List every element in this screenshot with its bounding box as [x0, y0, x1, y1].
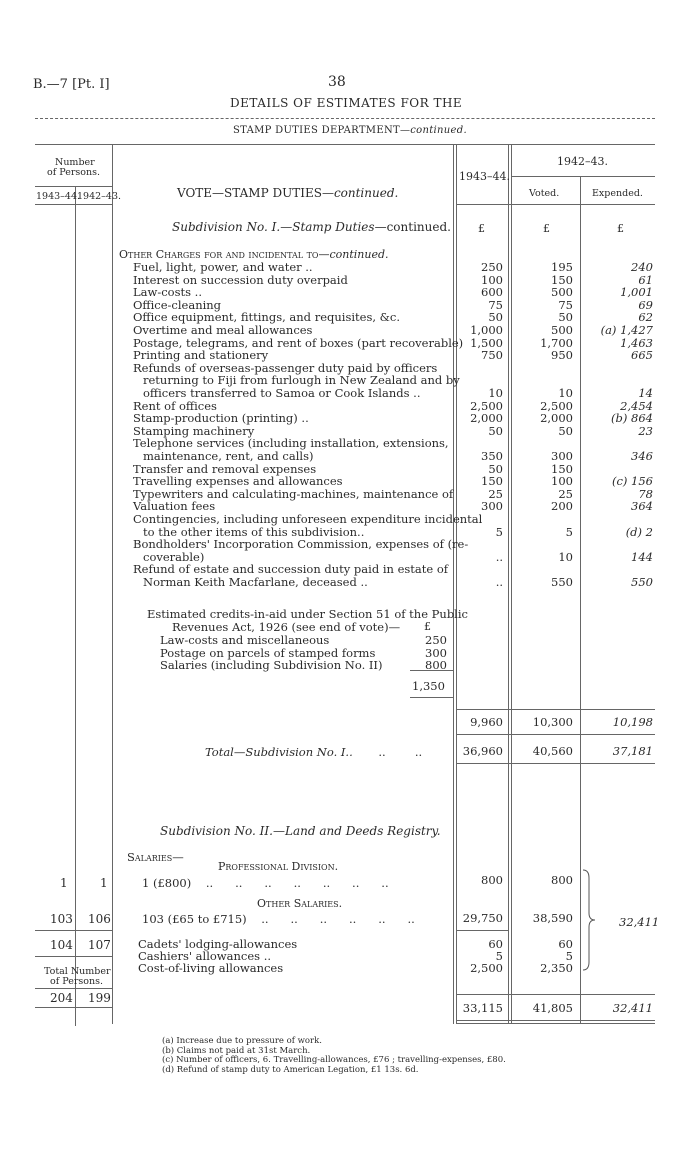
- persons-1942: 106: [88, 912, 111, 926]
- charge-expended: 2,454: [620, 398, 653, 413]
- rule: [35, 956, 112, 957]
- of-persons-heading: of Persons.: [47, 167, 100, 178]
- persons-1943: 1: [60, 876, 68, 890]
- charge-voted: 500: [551, 323, 573, 337]
- charge-1943: 25: [488, 486, 503, 501]
- rule: [410, 697, 453, 698]
- allowance-label: Cashiers' allowances ..: [138, 949, 272, 963]
- allowance-1943: 5: [495, 949, 503, 963]
- charge-voted: 5: [565, 524, 573, 539]
- charge-voted: 10: [558, 386, 573, 400]
- pound-sign: £: [543, 222, 550, 235]
- charge-1943: 50: [488, 310, 503, 325]
- charge-label: Stamp-production (printing) ..: [133, 411, 309, 426]
- brace: [581, 868, 597, 973]
- charge-expended: 144: [631, 549, 653, 564]
- charge-label: Contingencies, including unforeseen expenditure incidental: [133, 512, 483, 526]
- other-salaries-voted: 38,590: [532, 911, 573, 925]
- charge-voted: 550: [551, 575, 573, 589]
- subdivision-1-title: Subdivision No. I.—Stamp Duties: [172, 220, 375, 234]
- total-subdivision-1-label: [205, 745, 422, 759]
- rule: [456, 930, 508, 931]
- charge-1943: 75: [488, 297, 503, 312]
- year-1943-heading: 1943–44.: [459, 170, 510, 183]
- combined-expended: 32,411: [619, 915, 660, 929]
- allowance-1943: 60: [488, 937, 503, 951]
- salary-grade: 1 (£800): [142, 876, 192, 890]
- charge-1943: 300: [481, 499, 503, 514]
- charge-1943: 100: [481, 272, 503, 287]
- charge-label: Interest on succession duty overpaid: [133, 272, 348, 287]
- charge-1943: 150: [481, 474, 503, 489]
- subdivision-1-heading: [172, 220, 451, 234]
- vote-heading: [177, 186, 398, 200]
- allowance-voted: 2,350: [540, 961, 573, 975]
- charge-label: Printing and stationery: [133, 348, 269, 363]
- department-suffix: —continued.: [399, 125, 467, 136]
- charge-voted: 195: [551, 260, 573, 274]
- total-of-persons-label: of Persons.: [50, 976, 103, 987]
- salaries-heading: Salaries—: [127, 850, 184, 864]
- total-1943: 36,960: [462, 744, 503, 758]
- rule: [35, 930, 112, 931]
- rule: [456, 994, 655, 995]
- charge-expended: 1,001: [620, 285, 653, 300]
- column-rule: [112, 144, 113, 1024]
- subdivision-2-heading: Subdivision No. II.—Land and Deeds Registry.: [160, 824, 441, 838]
- charge-expended: 346: [631, 449, 653, 463]
- charge-voted: 100: [551, 474, 573, 489]
- pound-sign: £: [617, 222, 624, 235]
- total-persons-1942: 199: [88, 991, 111, 1005]
- rule: [456, 709, 655, 710]
- subdivision-1-suffix: —continued.: [374, 220, 451, 234]
- charge-label: Travelling expenses and allowances: [133, 474, 343, 489]
- charge-label: Transfer and removal expenses: [133, 461, 317, 476]
- salary-grade: 103 (£65 to £715): [142, 912, 247, 926]
- credits-title-line-2: Revenues Act, 1926 (see end of vote)—: [172, 620, 401, 634]
- credit-value: 250: [425, 633, 447, 647]
- charge-expended: (b) 864: [611, 411, 653, 426]
- rule: [410, 670, 453, 671]
- charge-row: [133, 576, 445, 589]
- charge-label: Office-cleaning: [133, 297, 222, 312]
- credit-label: Salaries (including Subdivision No. II): [160, 658, 383, 672]
- charge-1943: 50: [488, 461, 503, 476]
- total-expended: 37,181: [612, 744, 653, 758]
- subtotal-voted: 10,300: [532, 715, 573, 729]
- charge-1943: 750: [481, 348, 503, 363]
- persons-year-2: 1942–43.: [77, 191, 122, 202]
- charge-voted: 2,000: [540, 411, 573, 426]
- charge-1943: 50: [488, 423, 503, 438]
- rule: [35, 988, 112, 989]
- total-voted: 40,560: [532, 744, 573, 758]
- other-charges-title: Other Charges for and incidental to: [119, 248, 319, 261]
- leader-dots: .. .. .. .. .. .. ..: [191, 876, 389, 890]
- allowance-1943: 2,500: [470, 961, 503, 975]
- charge-label: Bondholders' Incorporation Commission, expenses of (re-: [133, 537, 469, 552]
- vote-suffix: —continued.: [321, 186, 399, 200]
- allowance-label: Cost-of-living allowances: [138, 961, 284, 975]
- charge-expended: 23: [638, 423, 653, 438]
- rule: [35, 204, 112, 205]
- charge-1943: 2,000: [470, 411, 503, 426]
- charge-1943: ..: [495, 549, 503, 564]
- persons-year-1: 1943–44.: [36, 191, 81, 202]
- professional-1943: 800: [481, 873, 503, 887]
- footnote: (d) Refund of stamp duty to American Legation, £1 13s. 6d.: [162, 1064, 419, 1075]
- voted-heading: Voted.: [529, 188, 560, 199]
- subtotal-expended: 10,198: [612, 715, 653, 729]
- other-charges-suffix: —continued.: [318, 248, 389, 261]
- charge-1943: 250: [481, 260, 503, 274]
- footnote: (b) Claims not paid at 31st March.: [162, 1045, 311, 1056]
- charge-label: officers transferred to Samoa or Cook Islands ..: [143, 386, 421, 400]
- charge-label: Rent of offices: [133, 398, 217, 413]
- charge-expended: 364: [631, 499, 653, 514]
- subtotal-1943: 9,960: [470, 715, 503, 729]
- leader-dots: .. ..: [352, 745, 423, 759]
- charge-expended: 665: [631, 348, 653, 363]
- leader-dots: .. .. .. .. .. ..: [246, 912, 415, 926]
- professional-voted: 800: [551, 873, 573, 887]
- rule: [456, 1023, 655, 1024]
- charge-label: Refunds of overseas-passenger duty paid by officers: [133, 360, 438, 375]
- other-salaries-heading: Other Salaries.: [257, 897, 343, 910]
- charge-label: Valuation fees: [133, 499, 216, 514]
- department-name: STAMP DUTIES DEPARTMENT: [233, 125, 400, 136]
- pound-sign: £: [478, 222, 485, 235]
- charge-expended: (d) 2: [625, 524, 653, 539]
- credits-title-line-1: Estimated credits-in-aid under Section 51 of the Public: [147, 607, 468, 621]
- persons-subtotal-1942: 107: [88, 938, 111, 952]
- year-1942-heading: 1942–43.: [557, 155, 608, 168]
- charge-label: maintenance, rent, and calls): [143, 449, 314, 463]
- professional-division-heading: Professional Division.: [218, 860, 339, 873]
- credit-value: 300: [425, 645, 447, 660]
- charge-label: coverable): [143, 549, 205, 564]
- rule: [456, 734, 655, 735]
- allowance-label: Cadets' lodging-allowances: [138, 937, 298, 951]
- charge-label: to the other items of this subdivision..: [143, 524, 365, 539]
- column-rule: [75, 186, 76, 1026]
- rule: [456, 763, 655, 764]
- persons-1942: 1: [100, 876, 108, 890]
- page-title: DETAILS OF ESTIMATES FOR THE: [230, 96, 463, 110]
- sub2-total-expended: 32,411: [612, 1001, 653, 1015]
- rule: [35, 118, 655, 119]
- credit-label: Postage on parcels of stamped forms: [160, 645, 376, 660]
- charge-1943: 5: [495, 524, 503, 539]
- column-rule: [508, 144, 509, 1024]
- charge-voted: 1,700: [540, 335, 573, 350]
- charge-label: returning to Fiji from furlough in New Zealand and by: [143, 373, 460, 388]
- allowance-voted: 60: [558, 937, 573, 951]
- column-rule: [511, 144, 512, 1024]
- charge-voted: 150: [551, 461, 573, 476]
- other-salaries-1943: 29,750: [462, 911, 503, 925]
- charge-voted: 300: [551, 449, 573, 463]
- footnote: (a) Increase due to pressure of work.: [162, 1036, 322, 1046]
- charge-label: Postage, telegrams, and rent of boxes (part recoverable): [133, 335, 464, 350]
- header-bottom-rule: [456, 204, 655, 205]
- charge-expended: 61: [638, 272, 653, 287]
- charge-label: Office equipment, fittings, and requisites, &c.: [133, 310, 400, 325]
- charge-label: Fuel, light, power, and water ..: [133, 260, 313, 274]
- charge-voted: 50: [558, 310, 573, 325]
- vote-title: VOTE—STAMP DUTIES: [177, 186, 322, 200]
- charge-voted: 50: [558, 423, 573, 438]
- charge-label: Norman Keith Macfarlane, deceased ..: [143, 575, 368, 589]
- credit-value: 800: [425, 658, 447, 672]
- page-reference: B.—7 [Pt. I]: [33, 77, 110, 92]
- charge-expended: 1,463: [620, 335, 653, 350]
- charge-expended: 62: [638, 310, 653, 325]
- credit-label: Law-costs and miscellaneous: [160, 633, 330, 647]
- other-salary-label: [142, 912, 415, 926]
- total-persons-1943: 204: [50, 991, 73, 1005]
- credits-total: 1,350: [412, 679, 445, 693]
- sub2-total-1943: 33,115: [462, 1001, 503, 1015]
- charge-1943: 1,500: [470, 335, 503, 350]
- table-top-rule: [35, 144, 655, 145]
- persons-1943: 103: [50, 912, 73, 926]
- charge-voted: 25: [558, 486, 573, 501]
- charge-1943: 10: [488, 386, 503, 400]
- charge-voted: 2,500: [540, 398, 573, 413]
- charge-voted: 75: [558, 297, 573, 312]
- expended-heading: Expended.: [592, 188, 643, 199]
- page-number: 38: [328, 74, 346, 90]
- charge-expended: 78: [638, 486, 653, 501]
- charge-1943: 1,000: [470, 323, 503, 337]
- total-number-label: Total Number: [44, 966, 111, 977]
- charge-expended: (a) 1,427: [600, 323, 653, 337]
- rule: [35, 186, 112, 187]
- rule: [35, 1007, 112, 1008]
- charge-voted: 10: [558, 549, 573, 564]
- charge-1943: ..: [495, 575, 503, 589]
- allowance-voted: 5: [565, 949, 573, 963]
- charge-label: Law-costs ..: [133, 285, 202, 300]
- charge-voted: 200: [551, 499, 573, 514]
- charge-1943: 350: [481, 449, 503, 463]
- charge-voted: 150: [551, 272, 573, 287]
- total-label: Total—Subdivision No. I..: [205, 745, 353, 759]
- sub2-total-voted: 41,805: [532, 1001, 573, 1015]
- charge-1943: 600: [481, 285, 503, 300]
- persons-subtotal-1943: 104: [50, 938, 73, 952]
- professional-salary-label: [142, 876, 389, 890]
- charge-label: Overtime and meal allowances: [133, 323, 313, 337]
- charge-expended: 14: [638, 386, 653, 400]
- charge-voted: 500: [551, 285, 573, 300]
- credits-pound-sign: £: [424, 620, 431, 633]
- footnote: (c) Number of officers, 6. Travelling-allowances, £76 ; travelling-expenses, £80.: [162, 1055, 506, 1065]
- charge-label: Typewriters and calculating-machines, maintenance of: [133, 486, 454, 501]
- charge-label: Refund of estate and succession duty paid in estate of: [133, 562, 449, 577]
- charge-label: Telephone services (including installation, extensions,: [133, 436, 449, 451]
- charge-voted: 950: [551, 348, 573, 363]
- charge-label: Stamping machinery: [133, 423, 255, 438]
- charge-expended: 550: [631, 575, 653, 589]
- charge-expended: 240: [631, 260, 653, 274]
- charge-expended: 69: [638, 297, 653, 312]
- rule: [511, 176, 655, 177]
- department-heading: [233, 125, 467, 136]
- rule: [456, 1020, 655, 1021]
- number-heading: Number: [55, 157, 95, 168]
- charge-expended: (c) 156: [611, 474, 653, 489]
- charge-1943: 2,500: [470, 398, 503, 413]
